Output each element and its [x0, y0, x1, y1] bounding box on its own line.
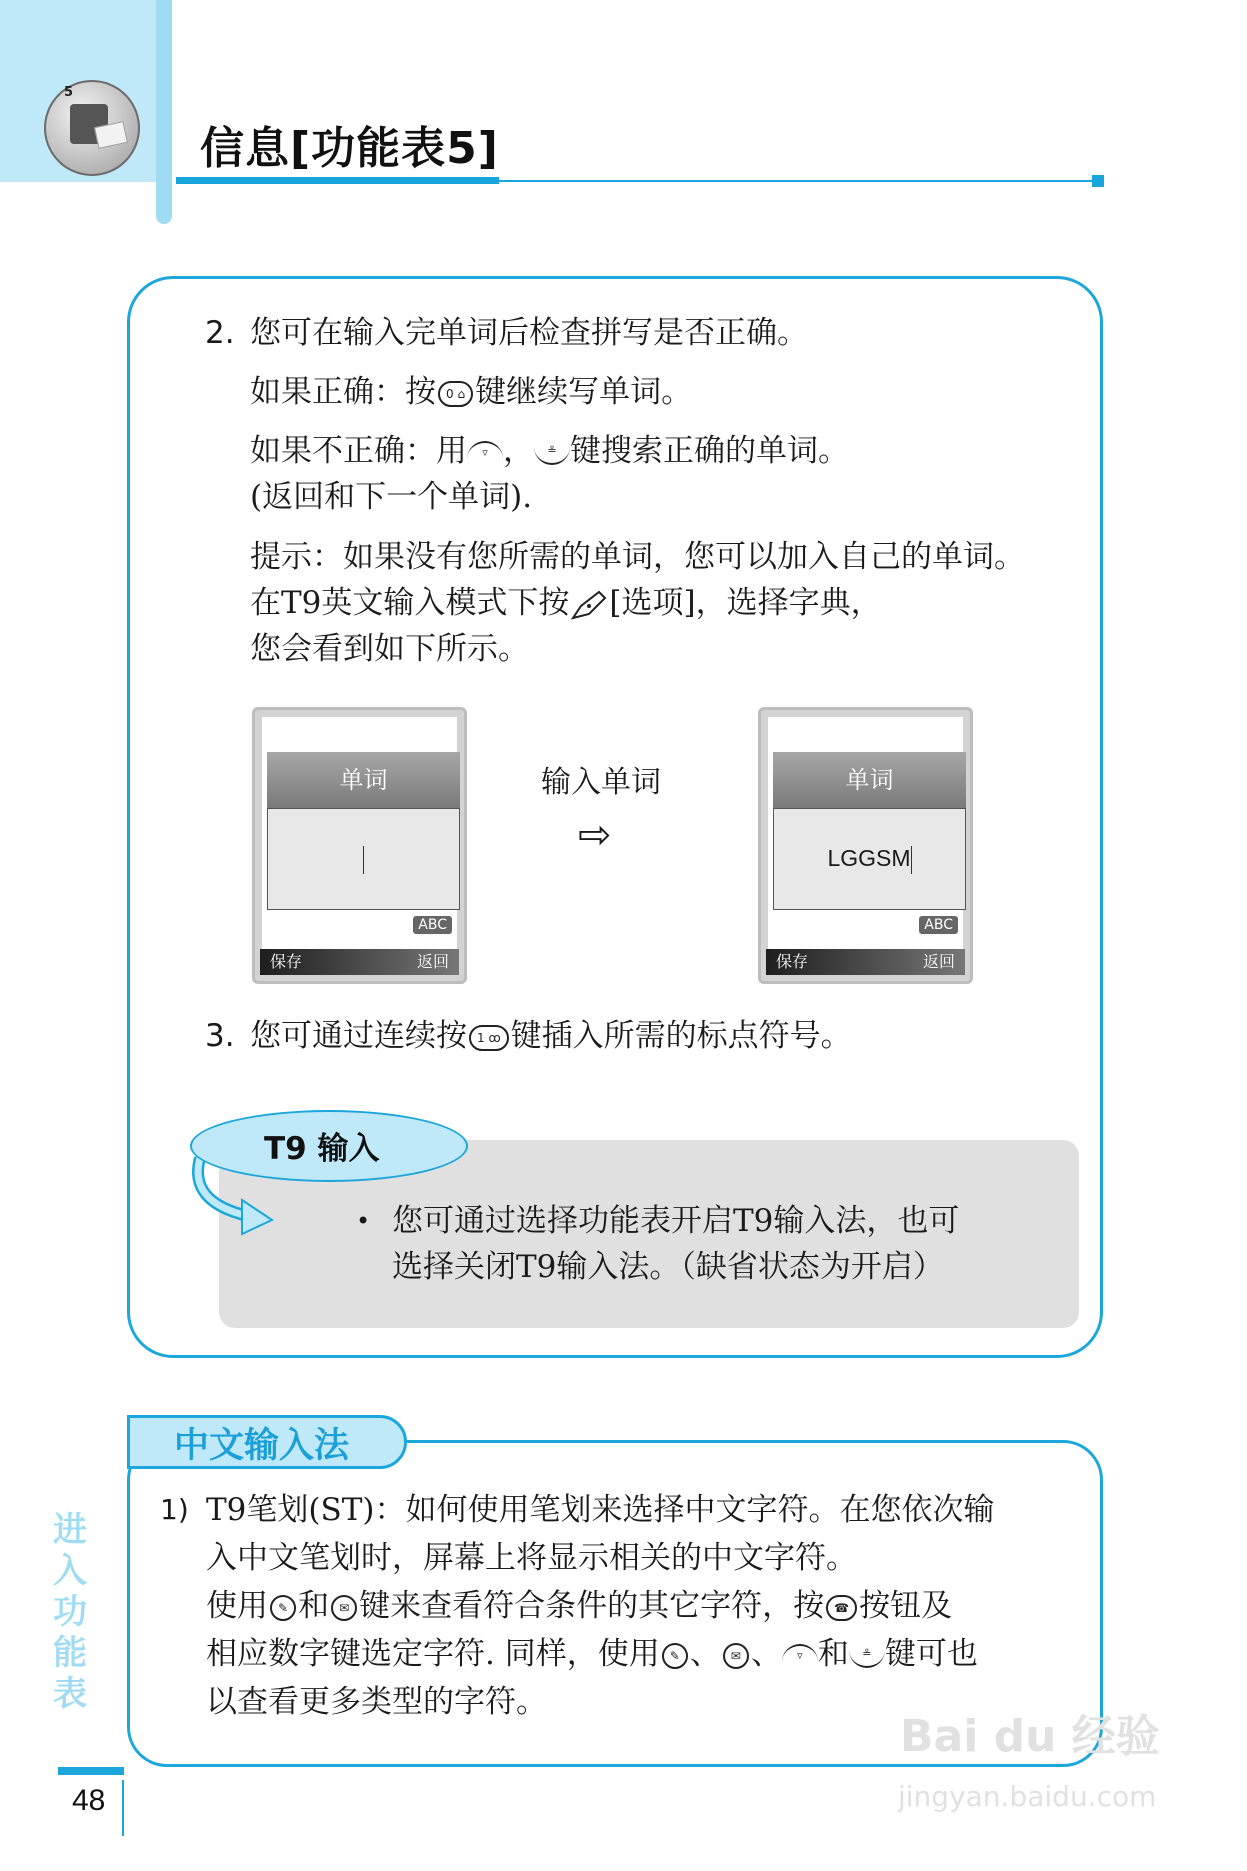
section-title: 中文输入法	[174, 1426, 350, 1466]
ci-3d: 按钮及	[859, 1588, 953, 1624]
left-key-icon: ✎	[662, 1643, 688, 1669]
step-3-a: 您可通过连续按	[250, 1018, 467, 1054]
menu-number: 5	[64, 85, 74, 100]
input-mode-badge: ABC	[413, 916, 452, 934]
ci-line-3	[206, 1587, 952, 1625]
tip-text-2a: 在T9英文输入模式下按	[250, 585, 570, 621]
softkey-save: 保存	[776, 952, 809, 971]
arrow-right-icon: ⇨	[578, 812, 612, 858]
nav-down-key-icon: ≗	[534, 441, 570, 465]
phone-screen-filled	[758, 707, 973, 984]
header-rule-thin	[499, 180, 1096, 182]
one-key-icon: 1 ꝏ	[469, 1025, 509, 1051]
ci-4e: 键可也	[884, 1636, 978, 1672]
softkey-bar	[766, 949, 965, 975]
step-3-line	[250, 1017, 852, 1055]
correct-line	[250, 373, 692, 411]
send-key-icon: ☎	[826, 1595, 857, 1621]
correct-label: 如果正确：	[250, 374, 405, 410]
step-3-number: 3.	[205, 1018, 235, 1054]
incorrect-c: 键搜索正确的单词。	[570, 433, 849, 469]
incorrect-note: (返回和下一个单词).	[250, 479, 533, 515]
softkey-back: 返回	[416, 952, 449, 971]
phone-screen-empty	[252, 707, 467, 984]
note-title: T9 输入	[264, 1131, 380, 1167]
page-number-rule	[122, 1780, 124, 1836]
right-key-icon: ✉	[723, 1643, 749, 1669]
right-key-icon: ✉	[331, 1595, 357, 1621]
ci-3a: 使用	[206, 1588, 268, 1624]
header-rule-end	[1092, 175, 1104, 187]
header-accent-bar	[156, 0, 172, 224]
tip-line-3: 您会看到如下所示。	[250, 631, 529, 667]
ci-4c: 、	[750, 1636, 782, 1672]
tip-text-2b: [选项]，选择字典，	[609, 585, 882, 621]
ci-line-5: 以查看更多类型的字符。	[206, 1684, 547, 1720]
ci-3c: 键来查看符合条件的其它字符，按	[359, 1588, 825, 1624]
step-2-number: 2.	[205, 315, 235, 351]
step-2-text: 您可在输入完单词后检查拼写是否正确。	[250, 315, 808, 351]
screen-title: 单词	[773, 752, 966, 808]
screen-input	[267, 808, 460, 910]
softkey-bar	[260, 949, 459, 975]
incorrect-line	[250, 432, 849, 470]
input-mode-badge: ABC	[919, 916, 958, 934]
page-title: 信息[功能表5]	[200, 123, 499, 174]
softkey-save: 保存	[270, 952, 303, 971]
ci-line-4	[206, 1635, 978, 1673]
tip-line-1	[250, 538, 1025, 576]
correct-b: 键继续写单词。	[475, 374, 693, 410]
nav-up-key-icon: ▿	[467, 441, 503, 465]
ci-3b: 和	[298, 1588, 330, 1624]
note-bullet: •	[356, 1207, 371, 1235]
screen-input-text: LGGSM	[827, 845, 911, 871]
screen-title: 单词	[267, 752, 460, 808]
text-cursor	[363, 846, 364, 874]
text-cursor	[911, 846, 912, 874]
side-section-label: 进入功能表	[53, 1510, 87, 1714]
tip-text-1: 如果没有您所需的单词，您可以加入自己的单词。	[343, 539, 1025, 575]
item-number: 1)	[160, 1493, 189, 1526]
softkey-pen-icon	[569, 588, 609, 622]
ci-4a: 相应数字键选定字符. 同样，使用	[206, 1636, 660, 1672]
nav-down-key-icon: ≗	[849, 1644, 885, 1668]
arrow-label: 输入单词	[541, 765, 661, 800]
watermark-url: jingyan.baidu.com	[898, 1780, 1157, 1813]
ci-4d: 和	[817, 1636, 849, 1672]
note-line-1: 您可通过选择功能表开启T9输入法，也可	[392, 1203, 960, 1239]
incorrect-a: 用	[436, 433, 467, 469]
watermark-logo: Bai du 经验	[900, 1711, 1160, 1762]
step-3-b: 键插入所需的标点符号。	[510, 1018, 852, 1054]
ci-line-1: T9笔划(ST)：如何使用笔划来选择中文字符。在您依次输	[206, 1492, 995, 1528]
incorrect-b: ，	[503, 433, 534, 469]
ci-line-2: 入中文笔划时，屏幕上将显示相关的中文字符。	[206, 1540, 857, 1576]
note-line-2: 选择关闭T9输入法。（缺省状态为开启）	[392, 1249, 944, 1285]
screen-input	[773, 808, 966, 910]
tip-label: 提示：	[250, 539, 343, 575]
softkey-back: 返回	[922, 952, 955, 971]
header-rule	[176, 177, 499, 184]
correct-a: 按	[405, 374, 436, 410]
incorrect-label: 如果不正确：	[250, 433, 436, 469]
nav-up-key-icon: ▿	[782, 1644, 818, 1668]
page-number: 48	[72, 1784, 106, 1817]
left-key-icon: ✎	[270, 1595, 296, 1621]
ci-4b: 、	[689, 1636, 721, 1672]
zero-key-icon: 0 ⌂	[438, 381, 473, 407]
tip-line-2	[250, 584, 882, 622]
page-number-bar	[58, 1767, 124, 1775]
